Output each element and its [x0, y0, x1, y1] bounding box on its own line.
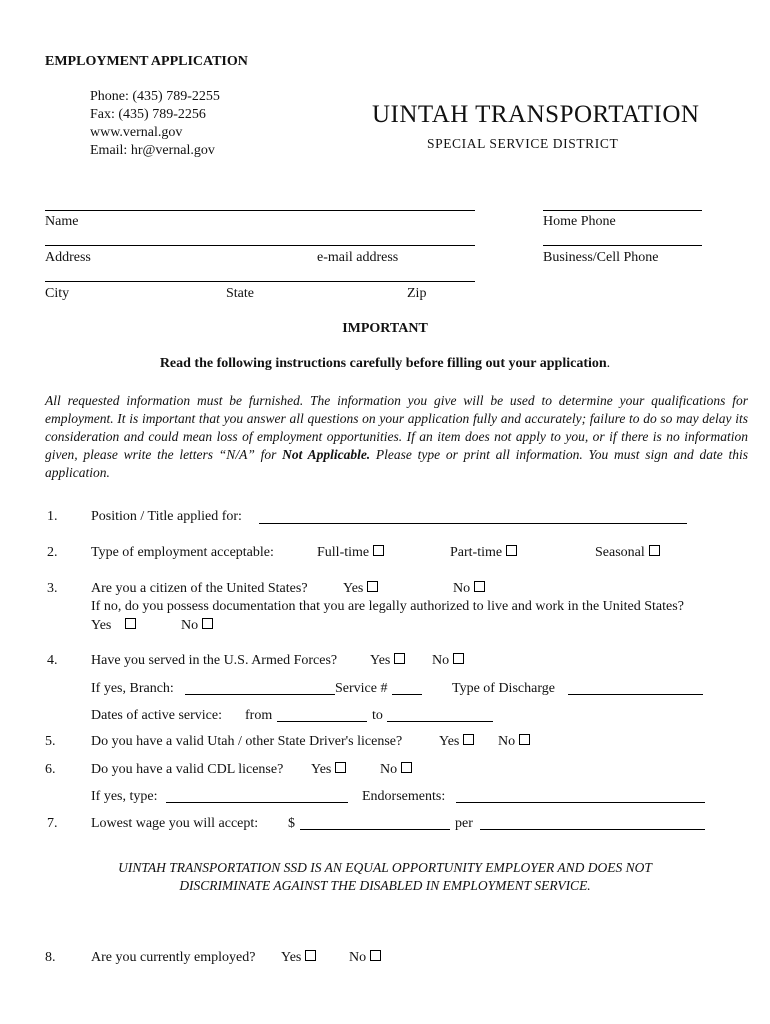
email-address-label: e-mail address — [317, 250, 399, 265]
address-label: Address — [45, 250, 91, 265]
q4-no-checkbox[interactable] — [453, 653, 464, 664]
phone-text: Phone: (435) 789-2255 — [90, 89, 220, 104]
address-line[interactable] — [45, 245, 475, 246]
seasonal-option[interactable]: Seasonal — [595, 545, 660, 561]
q4-number: 4. — [47, 653, 58, 668]
branch-label: If yes, Branch: — [91, 681, 174, 696]
q5-text: Do you have a valid Utah / other State Driver's license? — [91, 734, 403, 749]
seasonal-checkbox[interactable] — [649, 545, 660, 556]
q6-no-option[interactable]: No — [380, 762, 412, 778]
q7-text: Lowest wage you will accept: — [91, 816, 259, 831]
zip-label: Zip — [407, 286, 427, 301]
email-text: Email: hr@vernal.gov — [90, 143, 215, 158]
q6-yes-option[interactable]: Yes — [311, 762, 346, 778]
wage-input-line[interactable] — [300, 829, 450, 830]
fulltime-checkbox[interactable] — [373, 545, 384, 556]
endorsements-label: Endorsements: — [362, 789, 446, 804]
q5-yes-checkbox[interactable] — [463, 734, 474, 745]
q3-number: 3. — [47, 581, 58, 596]
q1-number: 1. — [47, 509, 58, 524]
eeo-line2: DISCRIMINATE AGAINST THE DISABLED IN EMPLOYMENT SERVICE. — [179, 878, 591, 893]
q3-yes-option[interactable]: Yes — [343, 581, 378, 597]
q4-yes-checkbox[interactable] — [394, 653, 405, 664]
service-input-line[interactable] — [392, 694, 422, 695]
q8-yes-checkbox[interactable] — [305, 950, 316, 961]
city-label: City — [45, 286, 70, 301]
q3-no-checkbox[interactable] — [474, 581, 485, 592]
q3-yes-checkbox[interactable] — [367, 581, 378, 592]
branch-input-line[interactable] — [185, 694, 335, 695]
name-label: Name — [45, 214, 79, 229]
q3-yes2-checkbox[interactable] — [125, 618, 136, 629]
home-phone-label: Home Phone — [543, 214, 616, 229]
per-input-line[interactable] — [480, 829, 705, 830]
q8-number: 8. — [45, 950, 56, 965]
q8-yes-option[interactable]: Yes — [281, 950, 316, 966]
q3-followup: If no, do you possess documentation that you are legally authorized to live and work in the United States? — [91, 599, 684, 614]
q6-yes-checkbox[interactable] — [335, 762, 346, 773]
q3-no2-option[interactable]: No — [181, 618, 213, 634]
q8-text: Are you currently employed? — [91, 950, 256, 965]
q8-no-option[interactable]: No — [349, 950, 381, 966]
home-phone-line[interactable] — [543, 210, 702, 211]
from-input-line[interactable] — [277, 721, 367, 722]
q7-number: 7. — [47, 816, 58, 831]
important-heading: IMPORTANT — [342, 321, 428, 336]
fulltime-option[interactable]: Full-time — [317, 545, 384, 561]
name-line[interactable] — [45, 210, 475, 211]
dates-label: Dates of active service: — [91, 708, 222, 723]
q3-no-option[interactable]: No — [453, 581, 485, 597]
business-phone-label: Business/Cell Phone — [543, 250, 659, 265]
q5-yes-option[interactable]: Yes — [439, 734, 474, 750]
eeo-line1: UINTAH TRANSPORTATION SSD IS AN EQUAL OPPORTUNITY EMPLOYER AND DOES NOT — [118, 860, 652, 875]
logo-subtitle: SPECIAL SERVICE DISTRICT — [427, 136, 619, 151]
q5-number: 5. — [45, 734, 56, 749]
website-text: www.vernal.gov — [90, 125, 183, 140]
from-label: from — [245, 708, 273, 723]
fax-text: Fax: (435) 789-2256 — [90, 107, 206, 122]
q6-text: Do you have a valid CDL license? — [91, 762, 284, 777]
q5-no-option[interactable]: No — [498, 734, 530, 750]
q5-no-checkbox[interactable] — [519, 734, 530, 745]
q3-no2-checkbox[interactable] — [202, 618, 213, 629]
per-label: per — [455, 816, 473, 831]
city-line[interactable] — [45, 281, 475, 282]
q4-yes-option[interactable]: Yes — [370, 653, 405, 669]
business-phone-line[interactable] — [543, 245, 702, 246]
dollar-sign: $ — [288, 816, 295, 831]
q2-number: 2. — [47, 545, 58, 560]
page-title: EMPLOYMENT APPLICATION — [45, 54, 248, 69]
q4-text: Have you served in the U.S. Armed Forces? — [91, 653, 338, 668]
to-input-line[interactable] — [387, 721, 493, 722]
parttime-checkbox[interactable] — [506, 545, 517, 556]
q3-text: Are you a citizen of the United States? — [91, 581, 308, 596]
cdl-type-label: If yes, type: — [91, 789, 158, 804]
q4-no-option[interactable]: No — [432, 653, 464, 669]
logo-title: UINTAH TRANSPORTATION — [372, 101, 700, 128]
discharge-label: Type of Discharge — [452, 681, 555, 696]
parttime-option[interactable]: Part-time — [450, 545, 517, 561]
q6-number: 6. — [45, 762, 56, 777]
to-label: to — [372, 708, 383, 723]
cdl-type-input-line[interactable] — [166, 802, 348, 803]
endorsements-input-line[interactable] — [456, 802, 705, 803]
q6-no-checkbox[interactable] — [401, 762, 412, 773]
q1-text: Position / Title applied for: — [91, 509, 242, 524]
state-label: State — [226, 286, 254, 301]
discharge-input-line[interactable] — [568, 694, 703, 695]
q8-no-checkbox[interactable] — [370, 950, 381, 961]
service-label: Service # — [335, 681, 388, 696]
q2-text: Type of employment acceptable: — [91, 545, 274, 560]
position-input-line[interactable] — [259, 523, 687, 524]
instructions-subheading: Read the following instructions carefully before filling out your application. — [159, 356, 611, 371]
q3-yes2-option[interactable]: Yes — [91, 618, 136, 634]
instructions-paragraph: All requested information must be furnished. The information you give will be used to determine your qualifications for employment. It is important that you answer all questions on your application fully and accurately; failure to do so may delay its consideration and could mean loss of employment opportunities. If an item does not apply to you, or if there is no information given, please write the letters “N/A” for Not Applicable. Please type or print all information. You must sign and date this application. — [45, 393, 748, 480]
